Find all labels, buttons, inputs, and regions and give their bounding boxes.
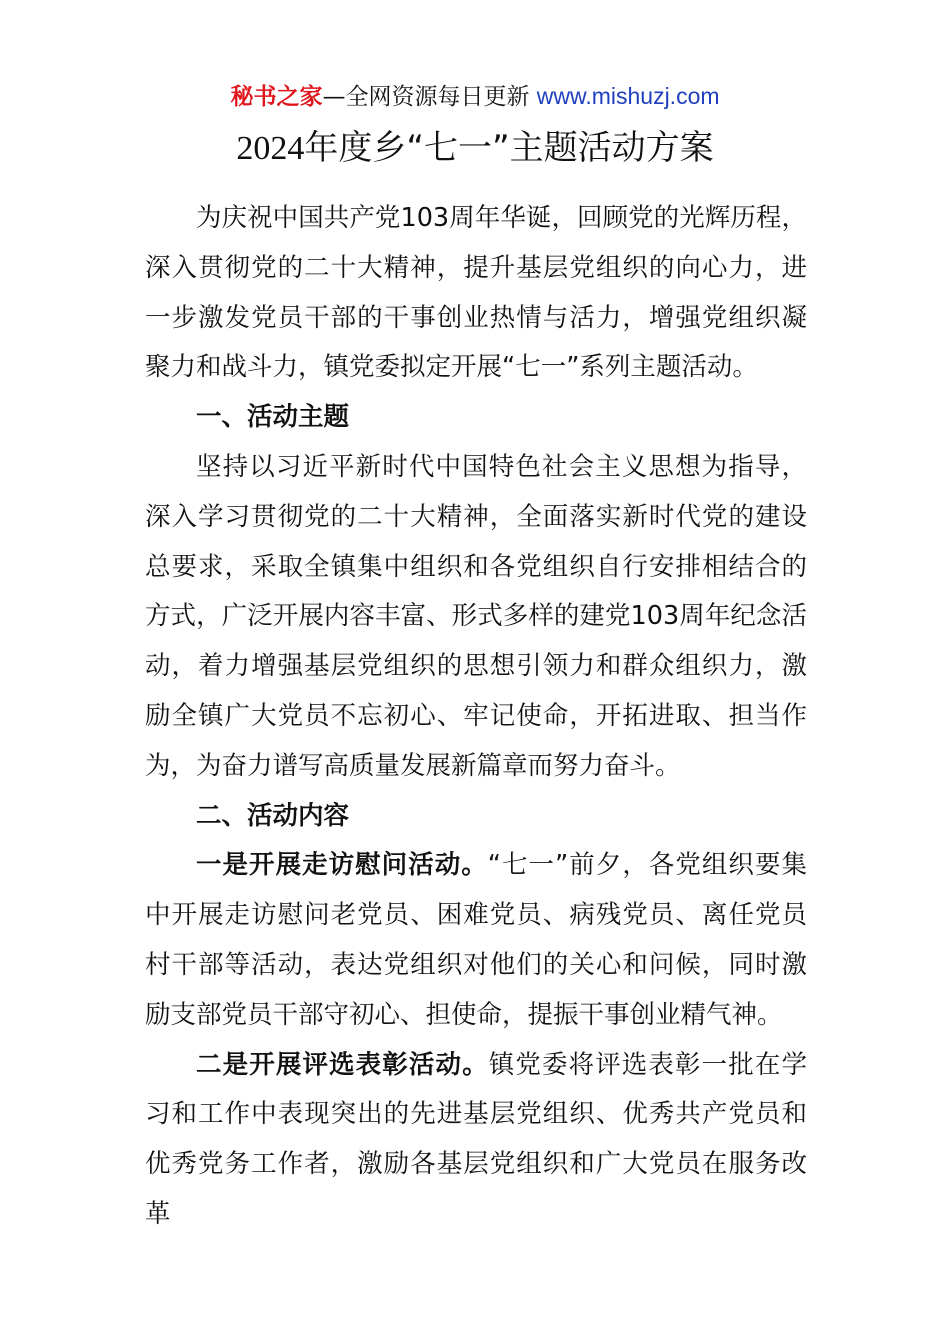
site-header [0,80,950,113]
document-title [0,124,950,173]
item-body-visit: “七一”前夕，各党组织要集中开展走访慰问老党员、困难党员、病残党员、离任党员村干部等活动，表达党组织对他们的关心和问候，同时激励支部党员干部守初心、担使命，提振干事创业精气神。 [145,850,807,1030]
content-item-award [145,1041,807,1240]
content-item-visit [145,841,807,1040]
section-heading-content: 二、活动内容 [196,800,350,831]
document-body [145,194,807,1240]
title-text: 年度乡“七一”主题活动方案 [304,128,714,168]
title-year: 2024 [236,130,305,167]
theme-paragraph: 坚持以习近平新时代中国特色社会主义思想为指导，深入学习贯彻党的二十大精神，全面落实新时代党的建设总要求，采取全镇集中组织和各党组织自行安排相结合的方式，广泛开展内容丰富、形式多样的建党103周年纪念活动，着力增强基层党组织的思想引领力和群众组织力，激励全镇广大党员不忘初心、牢记使命，开拓进取、担当作为，为奋力谱写高质量发展新篇章而努力奋斗。 [145,451,807,781]
item-lead-award: 二是开展评选表彰活动。 [196,1049,489,1080]
item-lead-visit: 一是开展走访慰问活动。 [196,850,488,881]
intro-paragraph: 为庆祝中国共产党103周年华诞，回顾党的光辉历程，深入贯彻党的二十大精神，提升基层党组织的向心力，进一步激发党员干部的干事创业热情与活力，增强党组织凝聚力和战斗力，镇党委拟定开展“七一”系列主题活动。 [145,203,807,383]
section-heading-theme: 一、活动主题 [196,402,350,433]
site-brand: 秘书之家 [230,84,323,110]
site-url-link[interactable]: www.mishuzj.com [536,83,720,109]
site-tagline: —全网资源每日更新 [322,84,537,110]
item-body-award: 镇党委将评选表彰一批在学习和工作中表现突出的先进基层党组织、优秀共产党员和优秀党务工作者，激励各基层党组织和广大党员在服务改革 [145,1049,807,1229]
